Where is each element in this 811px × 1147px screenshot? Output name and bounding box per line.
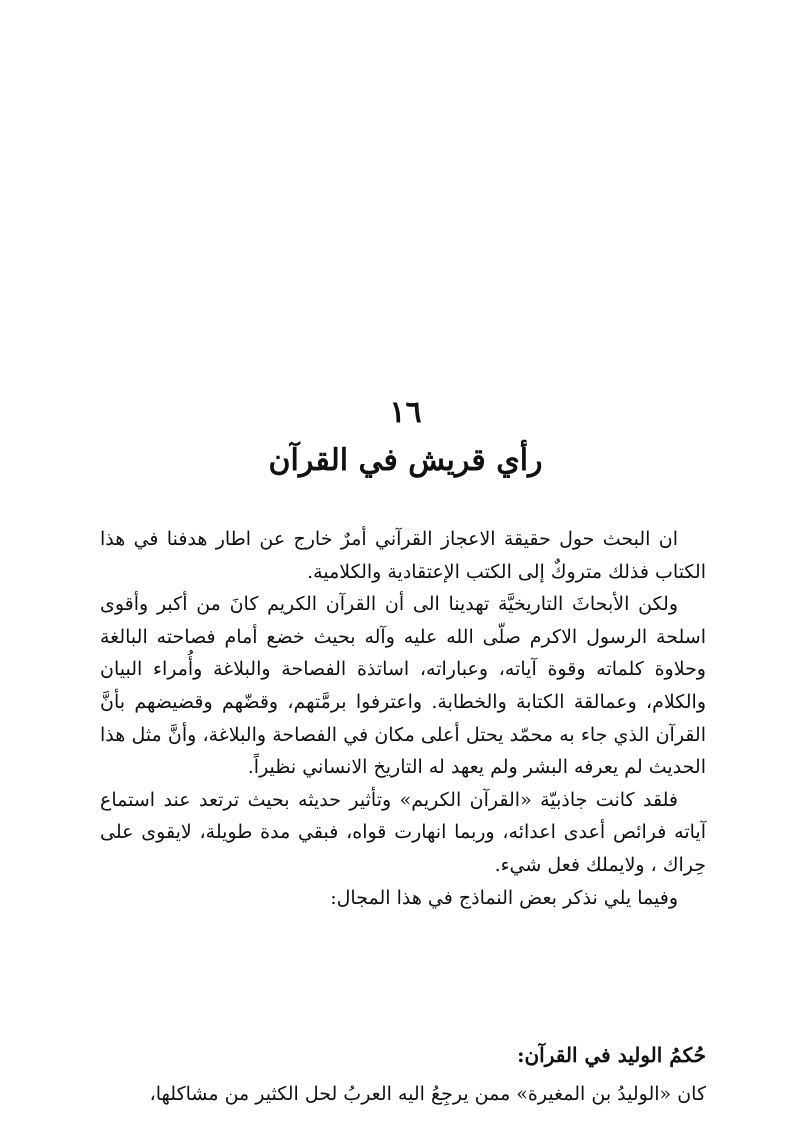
chapter-number: ١٦ <box>389 395 422 430</box>
chapter-title: رأي قريش في القرآن <box>268 443 543 478</box>
paragraph-2: ولكن الأبحاثَ التاريخيَّة تهدينا الى أن القرآن الكريم كانَ من أكبر وأقوى اسلحة الرسول الاكرم صلّى الله عليه وآله بحيث خضع أمام فصاحته البالغة وحلاوة كلماته وقوة آياته، وعباراته، اساتذة الفصاحة والبلاغة وأُمراء البيان والكلام، وعمالقة الكتابة والخطابة. واعترفوا برمَّتهم، وقضّهم وقضيضهم بأنَّ القرآن الذي جاء به محمّد يحتل أعلى مكان في الفصاحة والبلاغة، وأنَّ مثل هذا الحديث لم يعرفه البشر ولم يعهد له التاريخ الانساني نظيراً. <box>100 593 706 779</box>
chapter-body <box>100 523 706 914</box>
paragraph-3: فلقد كانت جاذبيّة «القرآن الكريم» وتأثير حديثه بحيث ترتعد عند استماع آياته فرائص أعدى اعدائه، وربما انهارت قواه، فبقي مدة طويلة، لايقوى على حِراك ، ولايملك فعل شيء. <box>100 788 706 876</box>
section-paragraph: كان «الوليدُ بن المغيرة» ممن يرجِعُ اليه العربُ لحل الكثير من مشاكلها، <box>149 1083 706 1105</box>
paragraph-4: وفيما يلي نذكر بعض النماذج في هذا المجال: <box>330 886 678 909</box>
paragraph-1: ان البحث حول حقيقة الاعجاز القرآني أمرٌ خارج عن اطار هدفنا في هذا الكتاب فذلك متروكٌ إلى الكتب الإعتقادية والكلامية. <box>100 528 706 583</box>
section-heading: حُكمُ الوليد في القرآن: <box>517 1043 706 1067</box>
